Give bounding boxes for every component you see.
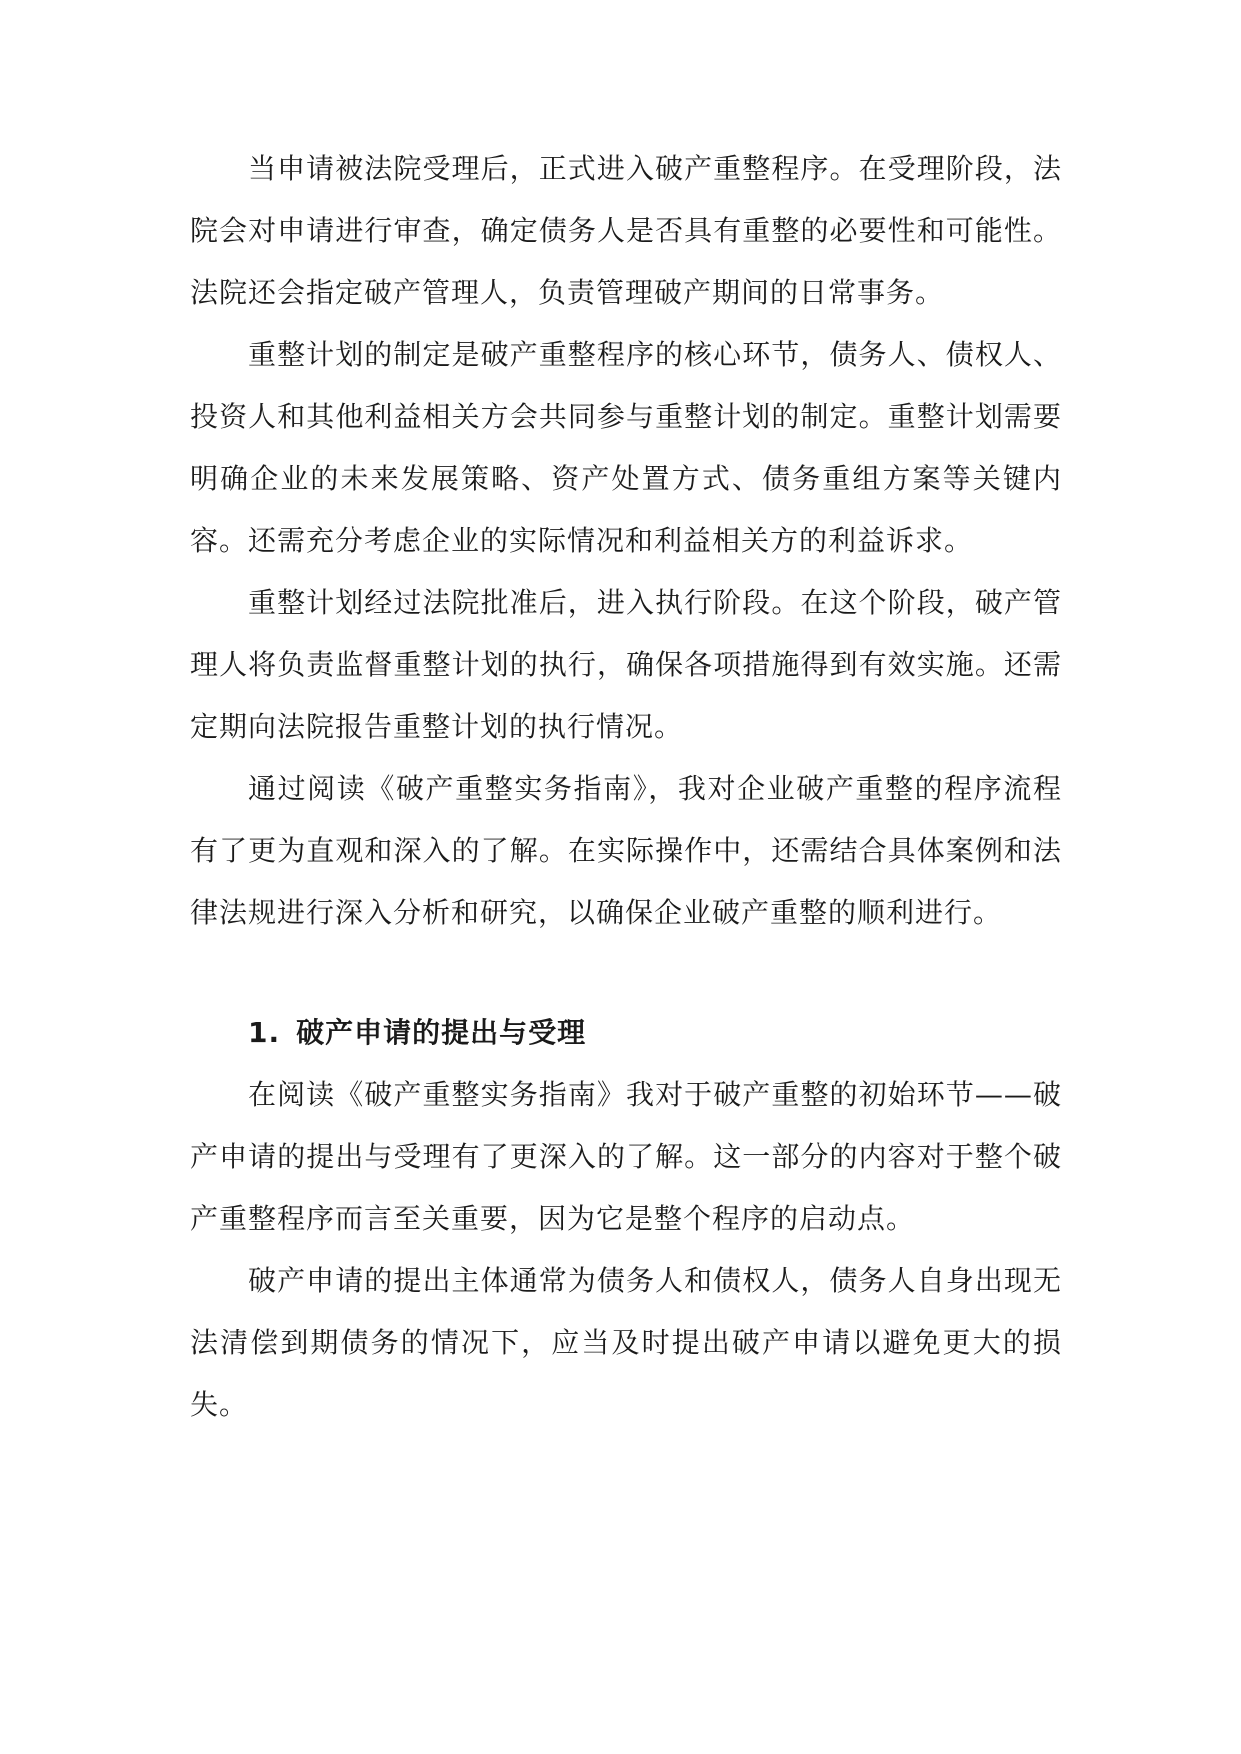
section-number: 1.	[248, 1016, 281, 1049]
body-paragraph: 在阅读《破产重整实务指南》我对于破产重整的初始环节——破产申请的提出与受理有了更深入的了解。这一部分的内容对于整个破产重整程序而言至关重要，因为它是整个程序的启动点。	[190, 1078, 1062, 1235]
body-paragraph: 破产申请的提出主体通常为债务人和债权人，债务人自身出现无法清偿到期债务的情况下，应当及时提出破产申请以避免更大的损失。	[190, 1264, 1062, 1421]
body-paragraph: 通过阅读《破产重整实务指南》，我对企业破产重整的程序流程有了更为直观和深入的了解。在实际操作中，还需结合具体案例和法律法规进行深入分析和研究，以确保企业破产重整的顺利进行。	[190, 772, 1062, 929]
section-heading	[190, 1002, 1062, 1064]
body-paragraph: 当申请被法院受理后，正式进入破产重整程序。在受理阶段，法院会对申请进行审查，确定债务人是否具有重整的必要性和可能性。法院还会指定破产管理人，负责管理破产期间的日常事务。	[190, 152, 1062, 309]
document-page	[190, 138, 1062, 1436]
body-paragraph: 重整计划的制定是破产重整程序的核心环节，债务人、债权人、投资人和其他利益相关方会共同参与重整计划的制定。重整计划需要明确企业的未来发展策略、资产处置方式、债务重组方案等关键内容。还需充分考虑企业的实际情况和利益相关方的利益诉求。	[190, 338, 1062, 557]
body-paragraph: 重整计划经过法院批准后，进入执行阶段。在这个阶段，破产管理人将负责监督重整计划的执行，确保各项措施得到有效实施。还需定期向法院报告重整计划的执行情况。	[190, 586, 1062, 743]
section-title: 破产申请的提出与受理	[296, 1016, 587, 1049]
